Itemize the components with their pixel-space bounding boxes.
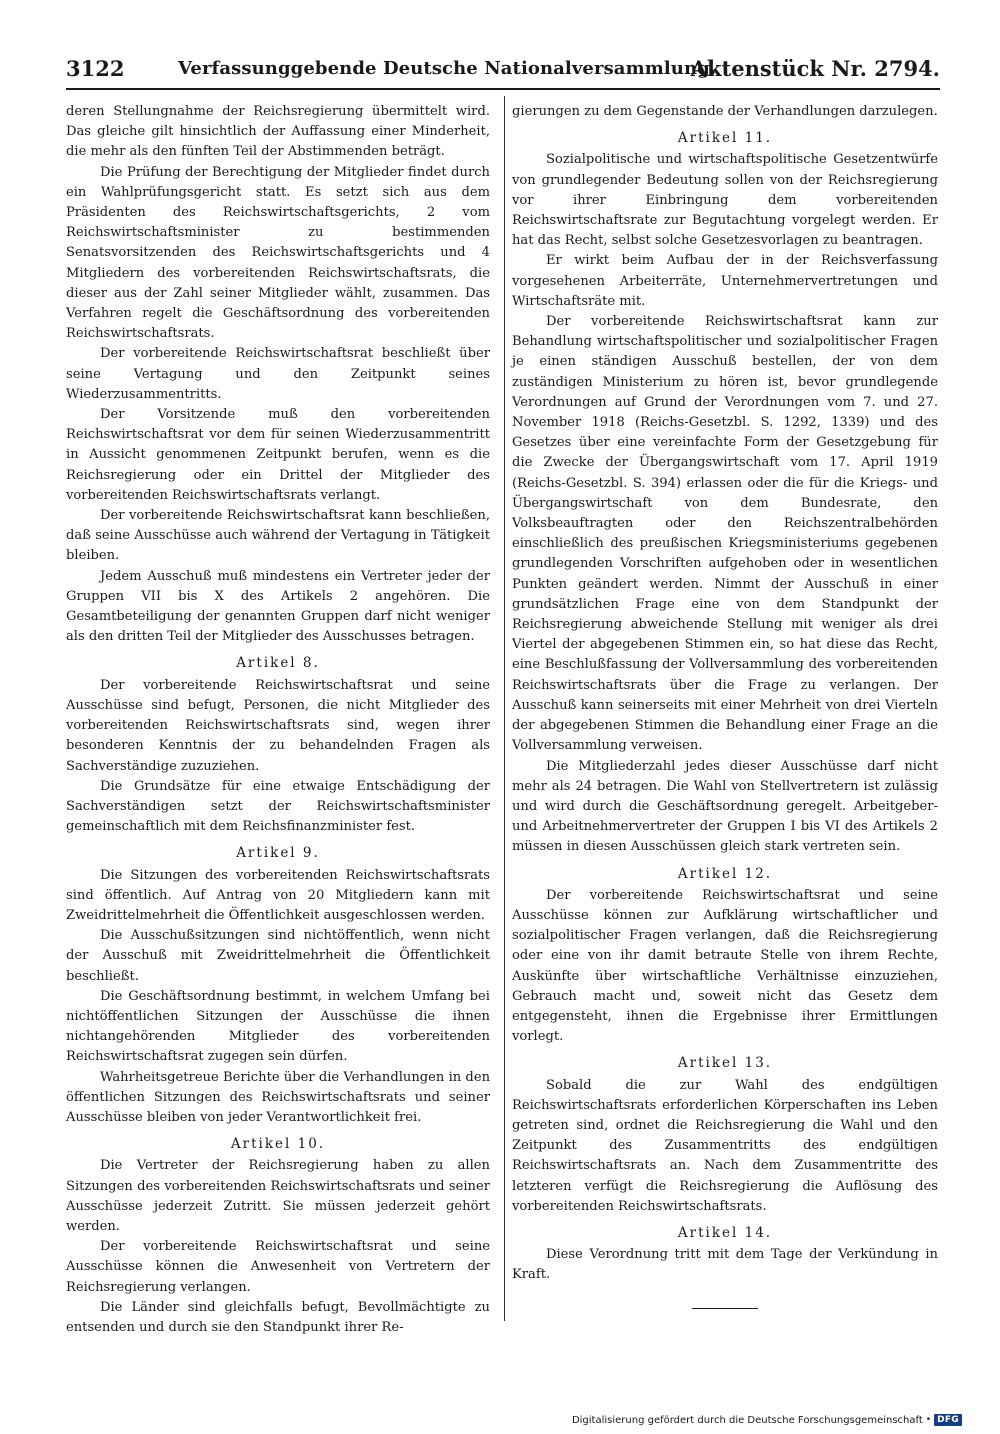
paragraph: Die Ausschußsitzungen sind nichtöffentlich, wenn nicht der Ausschuß mit Zweidrittelmehrheit die Öffentlichkeit beschließt. (66, 928, 490, 984)
paragraph: Die Mitgliederzahl jedes dieser Ausschüsse darf nicht mehr als 24 betragen. Die Wahl von Stellvertretern ist zulässig und wird durch die Geschäftsordnung geregelt. Arbeitgeber- und Arbeitnehmervertreter der Gruppen I bis VI des Artikels 2 müssen in diesen Ausschüssen gleich stark vertreten sein. (512, 758, 938, 855)
paragraph: Die Geschäftsordnung bestimmt, in welchem Umfang bei nichtöffentlichen Sitzungen der Ausschüsse die ihnen nichtangehörenden Mitglieder des vorbereitenden Reichswirtschaftsrat zugegen sein dürfen. (66, 988, 490, 1065)
paragraph: Der vorbereitende Reichswirtschaftsrat kann beschließen, daß seine Ausschüsse auch während der Vertagung in Tätigkeit bleiben. (66, 508, 490, 564)
dfg-logo: DFG (934, 1414, 962, 1426)
paragraph: Der vorbereitende Reichswirtschaftsrat beschließt über seine Vertagung und den Zeitpunkt seines Wiederzusammentritts. (66, 346, 490, 402)
article-heading: Artikel 11. (677, 130, 773, 147)
paragraph: Der vorbereitende Reichswirtschaftsrat und seine Ausschüsse können die Anwesenheit von Vertretern der Reichsregierung verlangen. (66, 1239, 490, 1295)
article-heading: Artikel 14. (677, 1224, 773, 1241)
credit-text: Digitalisierung gefördert durch die Deutsche Forschungsgemeinschaft (571, 1414, 923, 1426)
paragraph: Die Länder sind gleichfalls befugt, Bevollmächtigte zu entsenden und durch sie den Standpunkt ihrer Re- (66, 1299, 490, 1335)
paragraph: Die Prüfung der Berechtigung der Mitglieder findet durch ein Wahlprüfungsgericht statt. Es setzt sich aus dem Präsidenten des Reichswirtschaftsgerichts, 2 vom Reichswirtschaftsminister zu bestimmenden Senatsvorsitzenden des Reichswirtschaftsgerichts und 4 Mitgliedern des vorbereitenden Reichswirtschaftsrats, die dieser aus der Zahl seiner Mitglieder wählt, zusammen. Das Verfahren regelt die Geschäftsordnung des vorbereitenden Reichswirtschaftsrats. (66, 164, 490, 342)
paragraph: Jedem Ausschuß muß mindestens ein Vertreter jeder der Gruppen VII bis X des Artikels 2 angehören. Die Gesamtbeteiligung der genannten Gruppen darf nicht weniger als den dritten Teil der Mitglieder des Ausschusses betragen. (66, 568, 490, 645)
left-column (66, 102, 490, 1338)
article-heading: Artikel 13. (677, 1055, 773, 1072)
page-number: 3122 (66, 56, 125, 81)
paragraph: Der vorbereitende Reichswirtschaftsrat kann zur Behandlung wirtschaftspolitischer und sozialpolitischer Fragen je einen ständigen Ausschuß bestellen, der von dem zuständigen Ministerium zu hören ist, bevor grundlegende Verordnungen auf Grund der Verordnungen vom 7. und 27. November 1918 (Reichs-Gesetzbl. S. 1292, 1339) und des Gesetzes über eine vereinfachte Form der Gesetzgebung für die Zwecke der Übergangswirtschaft vom 17. April 1919 (Reichs-Gesetzbl. S. 394) erlassen oder die für die Kriegs- und Übergangswirtschaft von dem Bundesrate, den Volksbeauftragten oder den Reichszentralbehörden einschließlich des preußischen Kriegsministeriums gegebenen grundlegenden Vorschriften aufgehoben oder in wesentlichen Punkten geändert werden. Nimmt der Ausschuß in einer grundsätzlichen Frage eine von dem Standpunkt der Reichsregierung abweichende Stellung mit weniger als drei Viertel der abgegebenen Stimmen ein, so hat diese das Recht, eine Beschlußfassung der Vollversammlung des vorbereitenden Reichswirtschaftsrats über die Frage zu verlangen. Der Ausschuß kann seinerseits mit einer Mehrheit von drei Vierteln der abgegebenen Stimmen die Behandlung einer Frage an die Vollversammlung verweisen. (512, 314, 938, 754)
article-heading: Artikel 10. (230, 1136, 326, 1153)
paragraph: Die Sitzungen des vorbereitenden Reichswirtschaftsrats sind öffentlich. Auf Antrag von 20 Mitgliedern kann mit Zweidrittelmehrheit die Öffentlichkeit ausgeschlossen werden. (66, 867, 490, 923)
paragraph: Die Grundsätze für eine etwaige Entschädigung der Sachverständigen setzt der Reichswirtschaftsminister gemeinschaftlich mit dem Reichsfinanzminister fest. (66, 778, 490, 835)
article-heading: Artikel 8. (236, 655, 320, 672)
paragraph: Der Vorsitzende muß den vorbereitenden Reichswirtschaftsrat vor dem für seinen Wiederzusammentritt in Aussicht genommenen Zeitpunkt berufen, wenn es die Reichsregierung oder ein Drittel der Mitglieder des vorbereitenden Reichswirtschaftsrats verlangt. (66, 407, 490, 503)
paragraph: Wahrheitsgetreue Berichte über die Verhandlungen in den öffentlichen Sitzungen des Reichswirtschaftsrats und seiner Ausschüsse bleiben von jeder Verantwortlichkeit frei. (66, 1069, 490, 1125)
article-heading: Artikel 12. (677, 865, 773, 882)
right-column (512, 102, 938, 1309)
paragraph: Diese Verordnung tritt mit dem Tage der Verkündung in Kraft. (512, 1247, 938, 1283)
end-rule (692, 1308, 758, 1309)
running-title: Verfassunggebende Deutsche Nationalversammlung. (178, 58, 717, 79)
paragraph: Der vorbereitende Reichswirtschaftsrat und seine Ausschüsse können zur Aufklärung wirtschaftlicher und sozialpolitischer Fragen verlangen, daß die Reichsregierung oder eine von ihr damit betraute Stelle von ihrem Rechte, Auskünfte über wirtschaftliche Verhältnisse einzuziehen, Gebrauch macht und, soweit nicht das Gesetz dem entgegensteht, ihnen die Ergebnisse ihrer Ermittlungen vorlegt. (512, 887, 938, 1045)
article-heading: Artikel 9. (236, 845, 320, 862)
paragraph: Er wirkt beim Aufbau der in der Reichsverfassung vorgesehenen Arbeiterräte, Unternehmervertretungen und Wirtschaftsräte mit. (512, 253, 938, 309)
page-header (66, 56, 940, 88)
paragraph: gierungen zu dem Gegenstande der Verhandlungen darzulegen. (512, 104, 938, 119)
digitization-credit (572, 1414, 962, 1426)
paragraph: Der vorbereitende Reichswirtschaftsrat und seine Ausschüsse sind befugt, Personen, die nicht Mitglieder des vorbereitenden Reichswirtschaftsrats sind, wegen ihrer besonderen Kenntnis der zu behandelnden Fragen als Sachverständige zuzuziehen. (66, 677, 490, 774)
paragraph: Sozialpolitische und wirtschaftspolitische Gesetzentwürfe von grundlegender Bedeutung sollen von der Reichsregierung vor ihrer Einbringung dem vorbereitenden Reichswirtschaftsrate zur Begutachtung vorgelegt werden. Er hat das Recht, selbst solche Gesetzesvorlagen zu beantragen. (512, 152, 938, 249)
document-number: Aktenstück Nr. 2794. (690, 56, 940, 81)
header-rule (66, 88, 940, 90)
paragraph: Die Vertreter der Reichsregierung haben zu allen Sitzungen des vorbereitenden Reichswirtschaftsrats und seiner Ausschüsse jederzeit Zutritt. Sie müssen jederzeit gehört werden. (66, 1158, 490, 1234)
paragraph: Sobald die zur Wahl des endgültigen Reichswirtschaftsrats erforderlichen Körperschaften ins Leben getreten sind, ordnet die Reichsregierung die Wahl und den Zeitpunkt des Zusammentritts des endgültigen Reichswirtschaftsrats an. Nach dem Zusammentritte des letzteren verfügt die Reichsregierung die Auflösung des vorbereitenden Reichswirtschaftsrats. (512, 1077, 938, 1214)
paragraph: deren Stellungnahme der Reichsregierung übermittelt wird. Das gleiche gilt hinsichtlich der Auffassung einer Minderheit, die mehr als den fünften Teil der Abstimmenden beträgt. (66, 104, 490, 160)
column-divider (504, 96, 505, 1321)
credit-separator: • (925, 1415, 932, 1425)
